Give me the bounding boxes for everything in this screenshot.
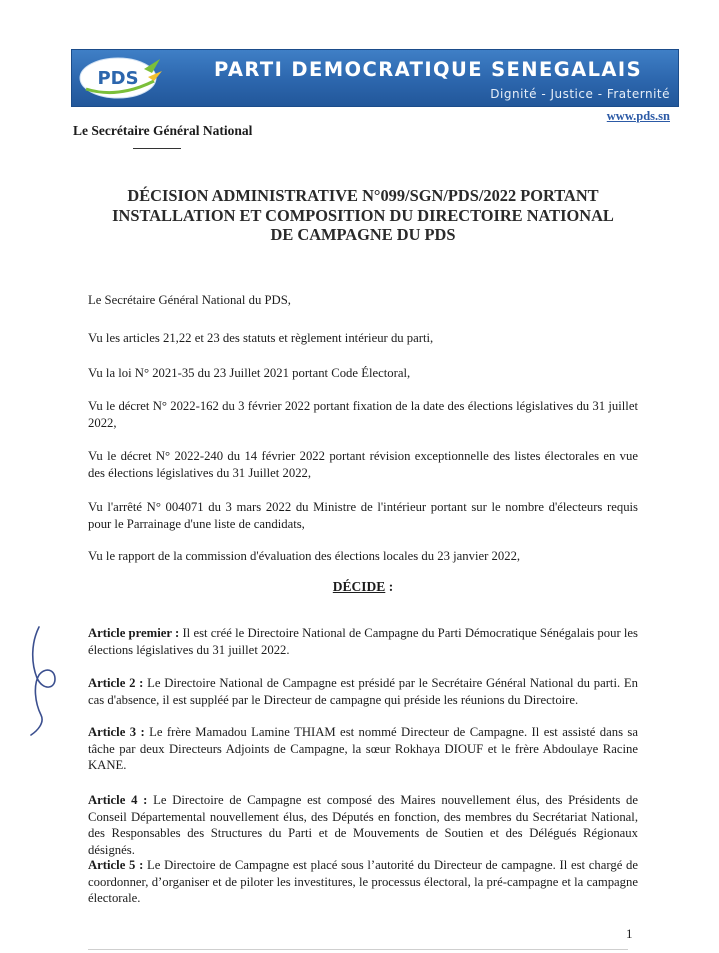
title-line-3: DE CAMPAGNE DU PDS <box>270 225 456 245</box>
header-banner <box>71 49 679 107</box>
preamble-line: Vu le décret N° 2022-162 du 3 février 2022 portant fixation de la date des élections législatives du 31 juillet 2022, <box>88 399 638 430</box>
website-link[interactable]: www.pds.sn <box>606 109 670 123</box>
signatory-underline <box>133 148 181 149</box>
party-motto: Dignité - Justice - Fraternité <box>490 87 670 101</box>
preamble-line: Vu le décret N° 2022-240 du 14 février 2022 portant révision exceptionnelle des listes électorales en vue des élections législatives du 31 Juillet 2022, <box>88 449 638 480</box>
article-text: Le Directoire National de Campagne est présidé par le Secrétaire Général National du parti. En cas d'absence, il est suppléé par le Directeur de campagne qui préside les réunions du Directoire. <box>88 676 638 707</box>
logo-text: PDS <box>97 68 139 89</box>
article-1 <box>88 625 638 658</box>
article-label: Article premier : <box>88 626 180 640</box>
article-3 <box>88 724 638 774</box>
preamble-line: Le Secrétaire Général National du PDS, <box>88 293 291 307</box>
page-number: 1 <box>626 926 633 941</box>
decide-word: DÉCIDE <box>332 579 386 594</box>
article-text: Le Directoire de Campagne est composé des Maires nouvellement élus, des Présidents de Conseil Départemental nouvellement élus, des Députés en fonction, des membres du Secrétariat National, des Responsables des Structures du Parti et de Mouvements de Soutien et des Délégués Régionaux désignés. <box>88 793 638 857</box>
article-text: Le frère Mamadou Lamine THIAM est nommé Directeur de Campagne. Il est assisté dans sa tâche par deux Directeurs Adjoints de Campagne, la sœur Rokhaya DIOUF et le frère Abdoulaye Racine KANE. <box>88 725 638 772</box>
footer-divider <box>88 949 628 950</box>
article-label: Article 4 : <box>88 793 148 807</box>
decide-heading <box>88 579 638 595</box>
article-label: Article 5 : <box>88 858 144 872</box>
article-label: Article 2 : <box>88 676 144 690</box>
preamble-line: Vu le rapport de la commission d'évaluation des élections locales du 23 janvier 2022, <box>88 549 521 563</box>
title-line-2: INSTALLATION ET COMPOSITION DU DIRECTOIRE NATIONAL <box>112 205 614 225</box>
signatory-title: Le Secrétaire Général National <box>73 123 253 138</box>
article-text: Le Directoire de Campagne est placé sous l’autorité du Directeur de campagne. Il est chargé de coordonner, d’organiser et de piloter les investitures, le processus électoral, la pré-campagne et la campagne électorale. <box>88 858 639 905</box>
document-title <box>88 186 638 245</box>
pds-logo-icon <box>78 55 164 101</box>
article-5 <box>88 857 638 907</box>
handwritten-initial-icon <box>25 623 65 738</box>
party-name: PARTI DEMOCRATIQUE SENEGALAIS <box>213 58 643 81</box>
article-2 <box>88 675 638 708</box>
preamble-line: Vu la loi N° 2021-35 du 23 Juillet 2021 portant Code Électoral, <box>88 366 411 380</box>
preamble-line: Vu l'arrêté N° 004071 du 3 mars 2022 du Ministre de l'intérieur portant sur le nombre d'électeurs requis pour le Parrainage d'une liste de candidats, <box>88 500 638 531</box>
article-label: Article 3 : <box>88 725 145 739</box>
article-4 <box>88 792 638 858</box>
article-text: Il est créé le Directoire National de Campagne du Parti Démocratique Sénégalais pour les élections législatives du 31 juillet 2022. <box>88 626 638 657</box>
preamble-line: Vu les articles 21,22 et 23 des statuts et règlement intérieur du parti, <box>88 331 434 345</box>
title-line-1: DÉCISION ADMINISTRATIVE N°099/SGN/PDS/2022 PORTANT <box>127 186 599 205</box>
decide-suffix: : <box>385 579 394 594</box>
